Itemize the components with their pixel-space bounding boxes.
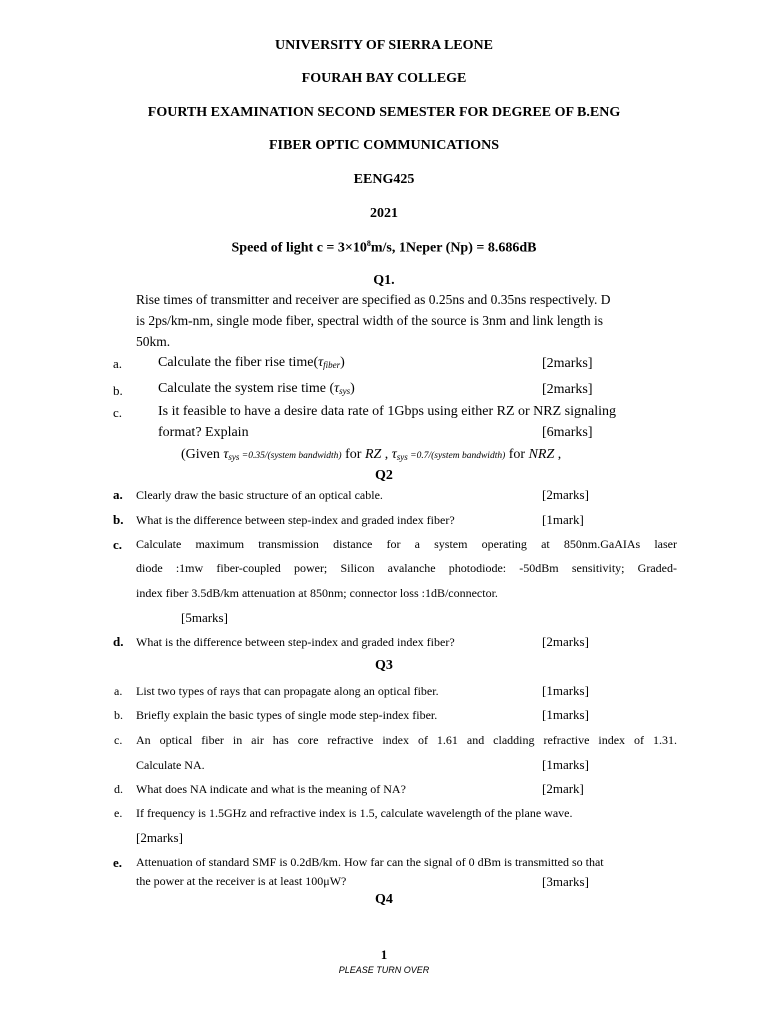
q1-b-marks: [2marks] — [542, 382, 593, 397]
q1-intro-line-2: is 2ps/km-nm, single mode fiber, spectral width of the source is 3nm and link length is — [136, 313, 604, 328]
q1-c-text-line-1: Is it feasible to have a desire data rate of 1Gbps using either RZ or NRZ signaling — [158, 404, 616, 419]
q3-f-marks: [3marks] — [542, 874, 589, 889]
q1-a-letter: a. — [113, 356, 123, 371]
course-code: EENG425 — [353, 172, 415, 187]
q1-b-label: Calculate the system rise time ( — [158, 381, 335, 396]
page-number: 1 — [380, 947, 388, 962]
tau-subscript: sys — [396, 452, 408, 462]
constants-pre: Speed of light c = 3×10 — [231, 240, 367, 256]
given-nrz: NRZ — [528, 447, 555, 462]
turn-over-note: PLEASE TURN OVER — [338, 965, 430, 975]
tau-subscript: fiber — [323, 360, 341, 370]
q1-b-letter: b. — [113, 383, 123, 398]
q1-a-text — [158, 355, 345, 371]
q3-a-letter: a. — [114, 684, 123, 698]
q2-c-text-line-3: index fiber 3.5dB/km attenuation at 850nm; connector loss :1dB/connector. — [136, 586, 498, 600]
given-rz: RZ — [364, 447, 382, 462]
q2-d-letter: d. — [113, 634, 124, 649]
q3-title: Q3 — [375, 658, 393, 673]
q3-c-marks: [1marks] — [542, 757, 589, 772]
exam-year: 2021 — [370, 206, 398, 221]
constants-line — [0, 239, 768, 257]
q2-b-letter: b. — [113, 512, 124, 527]
tau-symbol: τ — [391, 447, 397, 462]
q1-intro-line-1: Rise times of transmitter and receiver are specified as 0.25ns and 0.35ns respectively. D — [136, 292, 611, 307]
q3-e-marks: [2marks] — [136, 830, 183, 845]
q2-title: Q2 — [375, 468, 393, 483]
q3-d-letter: d. — [114, 782, 123, 796]
college-title: FOURAH BAY COLLEGE — [301, 71, 467, 86]
q2-a-text: Clearly draw the basic structure of an optical cable. — [136, 488, 383, 502]
q3-f-text-line-2: the power at the receiver is at least 100μW? — [136, 874, 347, 888]
tau-symbol: τ — [223, 447, 229, 462]
given-sep: , — [381, 447, 392, 462]
q3-e-letter: e. — [114, 806, 123, 820]
q3-c-letter: c. — [114, 733, 123, 747]
q1-given-formula — [181, 447, 561, 463]
q3-b-letter: b. — [114, 708, 123, 722]
q1-b-close: ) — [350, 381, 355, 396]
q1-b-text — [158, 381, 355, 397]
given-for: for — [505, 447, 529, 462]
q2-b-marks: [1mark] — [542, 512, 584, 527]
constants-post: m/s, 1Neper (Np) = 8.686dB — [370, 240, 537, 256]
q2-c-text-line-1: Calculate maximum transmission distance for a system operating at 850nm.GaAIAs laser — [136, 537, 677, 551]
given-pre: (Given — [181, 447, 224, 462]
q3-b-text: Briefly explain the basic types of single mode step-index fiber. — [136, 708, 438, 722]
tau-symbol: τ — [334, 381, 340, 396]
q3-e-text: If frequency is 1.5GHz and refractive index is 1.5, calculate wavelength of the plane wave. — [136, 806, 573, 820]
q3-d-text: What does NA indicate and what is the meaning of NA? — [136, 782, 406, 796]
q2-c-letter: c. — [113, 537, 123, 552]
q3-f-text-line-1: Attenuation of standard SMF is 0.2dB/km. How far can the signal of 0 dBm is transmitted so that — [136, 855, 604, 869]
given-formula-rz: =0.35/(system bandwidth) — [239, 451, 342, 461]
exam-title: FOURTH EXAMINATION SECOND SEMESTER FOR DEGREE OF B.ENG — [147, 105, 621, 120]
q3-a-text: List two types of rays that can propagate along an optical fiber. — [136, 684, 439, 698]
q2-a-marks: [2marks] — [542, 487, 589, 502]
q2-b-text: What is the difference between step-index and graded index fiber? — [136, 513, 455, 527]
course-title: FIBER OPTIC COMMUNICATIONS — [269, 138, 499, 153]
q1-c-text-line-2: format? Explain — [158, 425, 249, 440]
q2-d-text: What is the difference between step-index and graded index fiber? — [136, 635, 455, 649]
q2-c-text-line-2: diode :1mw fiber-coupled power; Silicon avalanche photodiode: -50dBm sensitivity; Graded- — [136, 561, 677, 575]
tau-symbol: τ — [318, 355, 324, 370]
university-title: UNIVERSITY OF SIERRA LEONE — [275, 38, 493, 53]
q1-a-marks: [2marks] — [542, 356, 593, 371]
constants-exponent: 8 — [366, 239, 371, 248]
q1-a-close: ) — [340, 355, 345, 370]
given-formula-nrz: =0.7/(system bandwidth) — [407, 451, 506, 461]
q3-d-marks: [2mark] — [542, 781, 584, 796]
given-end: , — [554, 447, 562, 462]
q2-c-marks: [5marks] — [181, 610, 228, 625]
q4-title: Q4 — [375, 892, 393, 907]
q1-title: Q1. — [373, 273, 395, 288]
q1-c-marks: [6marks] — [542, 425, 593, 440]
tau-subscript: sys — [339, 386, 351, 396]
q2-d-marks: [2marks] — [542, 634, 589, 649]
q3-b-marks: [1marks] — [542, 707, 589, 722]
given-for: for — [341, 447, 365, 462]
q1-a-label: Calculate the fiber rise time( — [158, 355, 319, 370]
q3-c-text-line-1: An optical fiber in air has core refractive index of 1.61 and cladding refractive index of 1.31. — [136, 733, 677, 747]
q3-c-text-line-2: Calculate NA. — [136, 758, 205, 772]
q3-f-letter: e. — [113, 855, 123, 870]
tau-subscript: sys — [228, 452, 240, 462]
q2-a-letter: a. — [113, 487, 123, 502]
q3-a-marks: [1marks] — [542, 683, 589, 698]
q1-intro-line-3: 50km. — [136, 334, 171, 349]
q1-c-letter: c. — [113, 405, 123, 420]
